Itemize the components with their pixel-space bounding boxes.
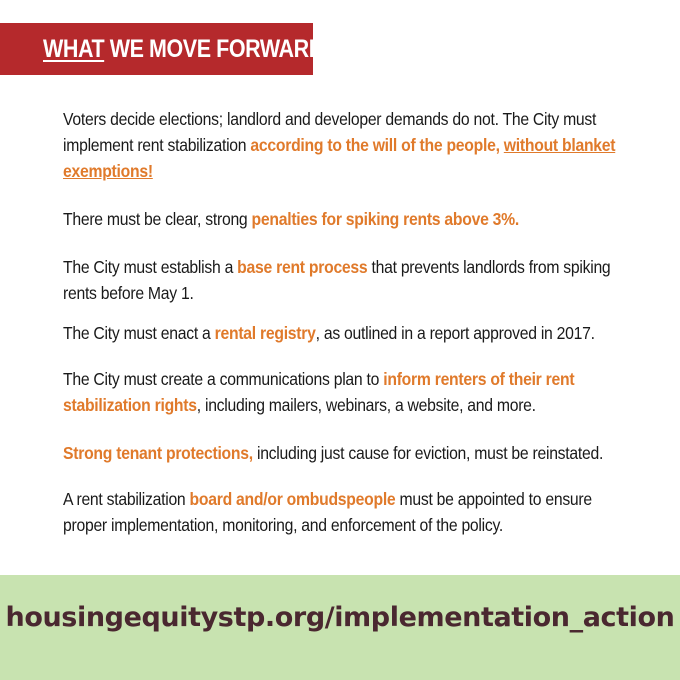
paragraph-text: The City must create a communications plan to — [63, 369, 384, 389]
page-title — [43, 35, 324, 64]
paragraph-highlight: Strong tenant protections, — [63, 443, 253, 463]
demand-paragraph-5 — [63, 366, 639, 418]
header-banner — [0, 23, 324, 75]
paragraph-text: that prevents landlords from spiking rents before May 1. — [63, 257, 611, 303]
demand-paragraph-7 — [63, 486, 639, 538]
paragraph-highlight: inform renters of their rent stabilization rights — [63, 369, 575, 415]
paragraph-text: must be appointed to ensure proper implementation, monitoring, and enforcement of the policy. — [63, 489, 592, 535]
paragraph-text: There must be clear, strong — [63, 209, 252, 229]
paragraph-text: , as outlined in a report approved in 2017. — [315, 323, 595, 343]
demand-paragraph-1 — [63, 106, 639, 184]
paragraph-text: , including mailers, webinars, a website, and more. — [196, 395, 536, 415]
paragraph-highlight: rental registry — [214, 323, 316, 343]
demands-list — [63, 106, 643, 535]
title-underlined-word: WHAT — [43, 34, 105, 63]
paragraph-highlight: board and/or ombudspeople — [189, 489, 396, 509]
demand-paragraph-6 — [63, 440, 639, 466]
demand-paragraph-2 — [63, 206, 639, 232]
demand-paragraph-3 — [63, 254, 639, 306]
website-link[interactable]: housingequitystp.org/implementation_action — [5, 602, 675, 633]
paragraph-highlight: penalties for spiking rents above 3% — [251, 209, 515, 229]
paragraph-text: The City must enact a — [63, 323, 215, 343]
paragraph-text: . — [514, 209, 520, 229]
paragraph-highlight-underlined: without blanket exemptions! — [63, 135, 616, 181]
title-rest: WE MOVE FORWARD — [104, 34, 324, 63]
paragraph-text: A rent stabilization — [63, 489, 190, 509]
demand-paragraph-4 — [63, 320, 639, 346]
paragraph-text: including just cause for eviction, must be reinstated. — [252, 443, 604, 463]
paragraph-text: Voters decide elections; landlord and developer demands do not. The City must implement rent stabilization — [63, 109, 597, 155]
paragraph-text: The City must establish a — [63, 257, 238, 277]
paragraph-highlight: base rent process — [237, 257, 368, 277]
footer-band — [0, 575, 680, 680]
paragraph-highlight: according to the will of the people, — [250, 135, 504, 155]
